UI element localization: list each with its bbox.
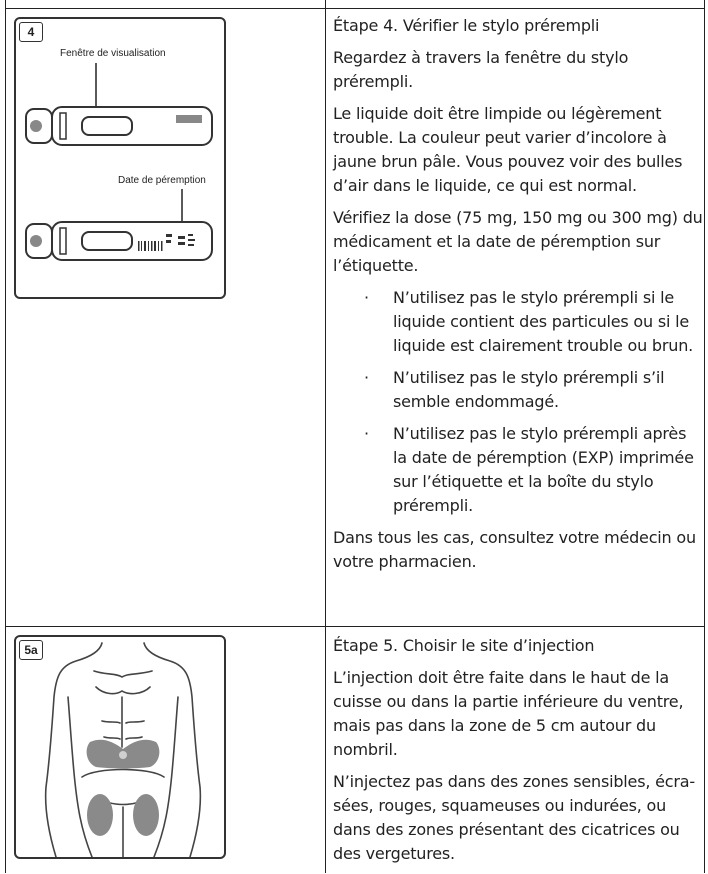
figure-step-4 xyxy=(14,17,226,299)
bullet-marker: · xyxy=(364,368,369,387)
step-5-paragraph-2: N’injectez pas dans des zones sensibles, écra-sées, rouges, squameuses ou indurées, ou dans des zones présentant des cicatrices ou des vergetures. xyxy=(333,772,695,863)
expiry-date-label: Date de péremption xyxy=(118,175,206,186)
bullet-text: N’utilisez pas le stylo prérempli après la date de péremption (EXP) imprimée sur l’étiquette et la boîte du stylo prérempli. xyxy=(393,424,694,515)
column-divider xyxy=(325,0,326,873)
step-5-text xyxy=(333,634,703,874)
body-injection-sites-illustration xyxy=(16,637,224,857)
list-item xyxy=(333,366,703,414)
step-4-paragraph-3: Vérifiez la dose (75 mg, 150 mg ou 300 mg) du médicament et la date de péremption sur l’étiquette. xyxy=(333,208,703,275)
figure-tag-4: 4 xyxy=(19,22,43,42)
step-4-paragraph-1: Regardez à travers la fenêtre du stylo prérempli. xyxy=(333,48,629,91)
viewing-window-label: Fenêtre de visualisation xyxy=(60,48,166,59)
step-4-text xyxy=(333,14,703,582)
bullet-marker: · xyxy=(364,424,369,443)
bullet-text: N’utilisez pas le stylo prérempli si le liquide contient des particules ou si le liquide est clairement trouble ou brun. xyxy=(393,288,694,355)
table-border-top xyxy=(5,8,705,9)
step-4-title: Étape 4. Vérifier le stylo prérempli xyxy=(333,16,600,35)
step-5-title: Étape 5. Choisir le site d’injection xyxy=(333,636,595,655)
list-item xyxy=(333,422,703,518)
figure-tag-5a: 5a xyxy=(19,640,43,660)
step-4-paragraph-2: Le liquide doit être limpide ou légèrement trouble. La couleur peut varier d’incolore à jaune brun pâle. Vous pouvez voir des bulles d’air dans le liquide, ce qui est normal. xyxy=(333,104,683,195)
list-item xyxy=(333,286,703,358)
step-5-paragraph-1: L’injection doit être faite dans le haut de la cuisse ou dans la partie inférieure du ventre, mais pas dans la zone de 5 cm autour du nombril. xyxy=(333,668,684,759)
bullet-text: N’utilisez pas le stylo prérempli s’il semble endommagé. xyxy=(393,368,665,411)
figure-step-5a xyxy=(14,635,226,859)
table-border-left xyxy=(5,0,6,873)
row-divider xyxy=(5,626,705,627)
prefilled-pen-illustration xyxy=(16,19,224,297)
bullet-marker: · xyxy=(364,288,369,307)
table-border-right xyxy=(704,0,705,873)
step-4-paragraph-4: Dans tous les cas, consultez votre médecin ou votre pharmacien. xyxy=(333,528,696,571)
